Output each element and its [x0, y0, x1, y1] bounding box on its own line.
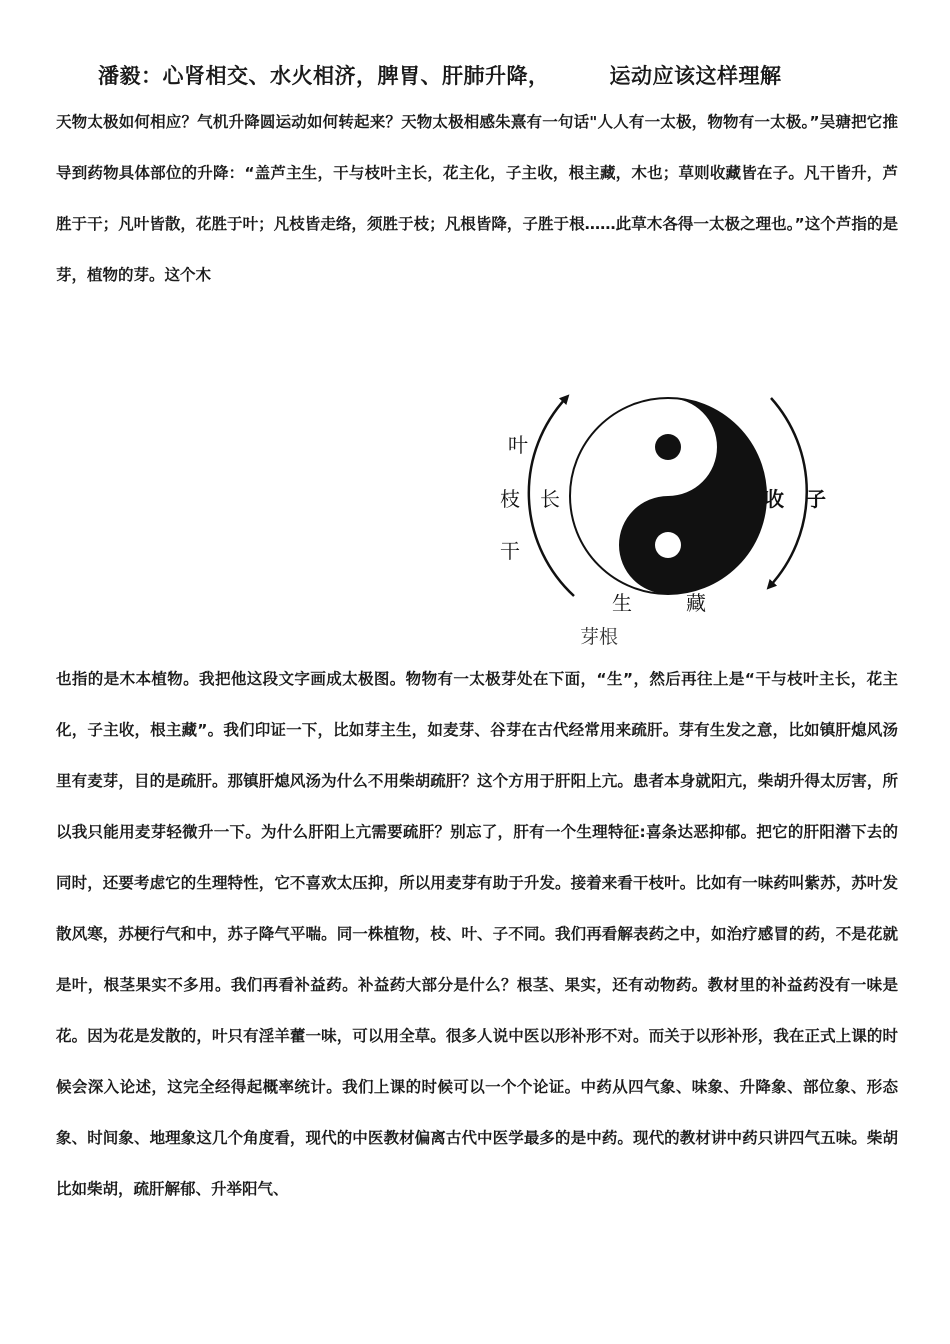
- label-gan: 干: [500, 539, 520, 563]
- label-shou: 收: [764, 487, 784, 511]
- title-part-2: 运动应该这样理解: [609, 64, 782, 88]
- document-title: [98, 60, 898, 94]
- yin-yang-symbol: [570, 398, 766, 594]
- label-zhang: 长: [540, 487, 560, 511]
- label-zhi: 枝: [500, 487, 520, 511]
- label-cang: 藏: [686, 591, 706, 615]
- title-part-1: 潘毅：心肾相交、水火相济，脾胃、肝肺升降，: [98, 64, 550, 88]
- taiji-diagram: [488, 386, 848, 626]
- paragraph-1: 天物太极如何相应？气机升降圆运动如何转起来？天物太极相感朱熹有一句话"人人有一太极，物物有一太极。”吴瑭把它推导到药物具体部位的升降：“盖芦主生，干与枝叶主长，花主化，子主收，根主藏，木也；草则收藏皆在子。凡干皆升，芦胜于干；凡叶皆散，花胜于叶；凡枝皆走络，须胜于枝；凡根皆降，子胜于根……此草木各得一太极之理也。”这个芦指的是芽，植物的芽。这个木: [56, 113, 898, 284]
- label-sheng: 生: [612, 591, 632, 615]
- label-zi: 子: [806, 487, 826, 511]
- paragraph-2: 也指的是木本植物。我把他这段文字画成太极图。物物有一太极芽处在下面，“生”，然后再往上是“干与枝叶主长，花主化，子主收，根主藏”。我们印证一下，比如芽主生，如麦芽、谷芽在古代经常用来疏肝。芽有生发之意，比如镇肝熄风汤里有麦芽，目的是疏肝。那镇肝熄风汤为什么不用柴胡疏肝？这个方用于肝阳上亢。患者本身就阳亢，柴胡升得太厉害，所以我只能用麦芽轻微升一下。为什么肝阳上亢需要疏肝？别忘了，肝有一个生理特征:喜条达恶抑郁。把它的肝阳潜下去的同时，还要考虑它的生理特性，它不喜欢太压抑，所以用麦芽有助于升发。接着来看干枝叶。比如有一味药叫紫苏，苏叶发散风寒，苏梗行气和中，苏子降气平喘。同一株植物，枝、叶、子不同。我们再看解表药之中，如治疗感冒的药，不是花就是叶，根茎果实不多用。我们再看补益药。补益药大部分是什么？根茎、果实，还有动物药。教材里的补益药没有一味是花。因为花是发散的，叶只有淫羊藿一味，可以用全草。很多人说中医以形补形不对。而关于以形补形，我在正式上课的时候会深入论述，这完全经得起概率统计。我们上课的时候可以一个个论证。中药从四气象、味象、升降象、部位象、形态象、时间象、地理象这几个角度看，现代的中医教材偏离古代中医学最多的是中药。现代的教材讲中药只讲四气五味。柴胡比如柴胡，疏肝解郁、升举阳气、: [56, 670, 898, 1198]
- label-ye: 叶: [508, 433, 528, 457]
- figure-caption: 芽根: [580, 626, 619, 648]
- taiji-figure: [488, 386, 848, 646]
